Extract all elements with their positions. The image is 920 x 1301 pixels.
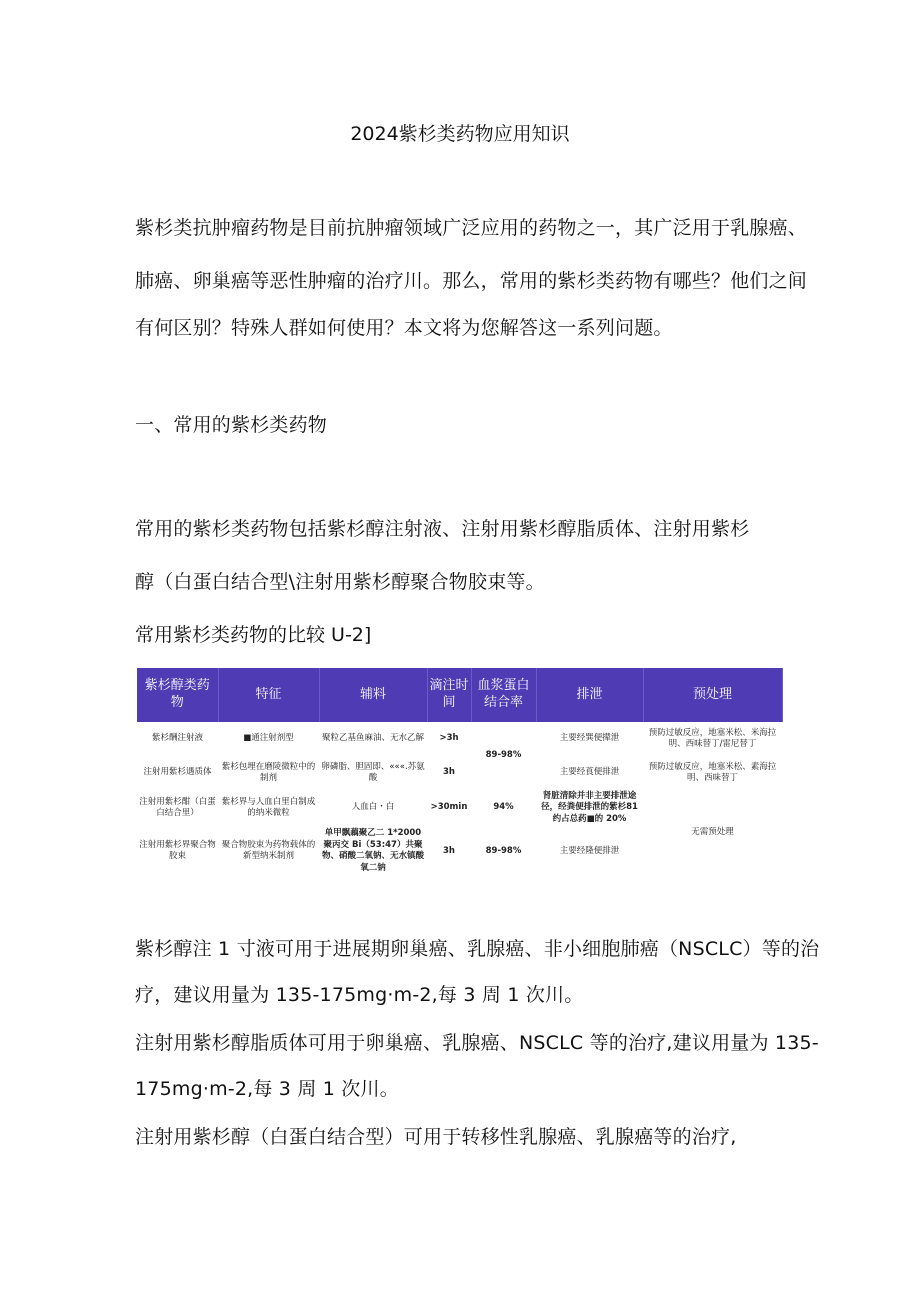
section-text-line-2: 醇（白蛋白结合型\注射用紫杉醇聚合物胶束等。 bbox=[135, 571, 545, 593]
cell-time: 3h bbox=[443, 845, 455, 856]
section-text-line-1: 常用的紫杉类药物包括紫杉醇注射液、注射用紫杉醇脂质体、注射用紫杉 bbox=[135, 518, 750, 540]
table-header-row bbox=[137, 668, 782, 722]
usage-line-2: 疗，建议用量为 135-175mg·m-2,每 3 周 1 次川。 bbox=[135, 984, 584, 1006]
header-feature: 特征 bbox=[218, 668, 319, 722]
cell-drug: 注射用紫杉酣（白蛋白结合里） bbox=[139, 796, 216, 819]
cell-excipient: 单甲飘藕聚乙二 1*2000 聚丙交 Bi（53:47）共聚物、硝酸二氧钠、无水镇酸氧二钠 bbox=[321, 828, 424, 873]
header-drug: 紫杉醇类药物 bbox=[137, 668, 218, 722]
cell-excretion: 主要经隆便排泄 bbox=[559, 845, 620, 856]
header-infusion-time: 滴注时间 bbox=[427, 668, 471, 722]
comparison-table bbox=[137, 668, 783, 876]
cell-pretreatment: 无需预处理 bbox=[691, 827, 734, 838]
table-caption: 常用紫杉类药物的比较 U-2] bbox=[135, 624, 372, 646]
cell-excretion: 肾脏清除并非主要排泄途径，经粪便排泄的紫杉81 约占总药■的 20% bbox=[541, 791, 638, 824]
table-row bbox=[137, 756, 782, 790]
cell-feature: 紫杉包埋在磨陵微粒中的制剂 bbox=[221, 761, 316, 783]
header-pretreatment: 预处理 bbox=[643, 668, 782, 722]
cell-excipient: 聚粒乙基鱼麻油、无水乙解 bbox=[321, 733, 424, 744]
usage-line-3: 注射用紫杉醇脂质体可用于卵巢癌、乳腺癌、NSCLC 等的治疗,建议用量为 135- bbox=[135, 1032, 819, 1054]
table-row bbox=[137, 790, 782, 826]
cell-excipient: 卵磷脂、胆固即、«««.苏氨酸 bbox=[321, 761, 425, 783]
intro-line-1: 紫杉类抗肿瘤药物是目前抗肿瘤领域广泛应用的药物之一，其广泛用于乳腺癌、 bbox=[135, 217, 808, 239]
cell-drug: 注射用紫杉遇质体 bbox=[143, 767, 212, 778]
section-heading-1: 一、常用的紫杉类药物 bbox=[135, 414, 328, 436]
usage-line-5: 注射用紫杉醇（白蛋白结合型）可用于转移性乳腺癌、乳腺癌等的治疗, bbox=[135, 1126, 737, 1148]
usage-line-4: 175mg·m-2,每 3 周 1 次川。 bbox=[135, 1078, 399, 1100]
table-row bbox=[137, 722, 782, 756]
cell-feature: 紫杉界与人血白里白制成的纳米微粒 bbox=[221, 796, 316, 819]
intro-line-2: 肺癌、卵巢癌等恶性肿瘤的治疗川。那么，常用的紫杉类药物有哪些？他们之间 bbox=[135, 270, 808, 292]
header-protein-binding: 血浆蛋白结合率 bbox=[471, 668, 536, 722]
cell-feature: ■通注射剂型 bbox=[243, 733, 294, 744]
intro-line-3: 有何区别？特殊人群如何使用？本文将为您解答这一系列问题。 bbox=[135, 317, 673, 339]
cell-time: >3h bbox=[439, 733, 459, 744]
cell-feature: 聚合物胶束为药物载体的新型纳米制剂 bbox=[221, 839, 316, 862]
cell-pretreatment: 预防过敏反应，地塞米松、素海拉明、西味替丁 bbox=[648, 761, 777, 783]
cell-drug: 注射用紫杉界聚合物胶束 bbox=[139, 839, 216, 862]
cell-excretion: 主要经巽便撵泄 bbox=[559, 733, 620, 744]
cell-binding: 94% bbox=[493, 802, 514, 813]
usage-line-1: 紫杉醇注 1 寸液可用于进展期卵巢癌、乳腺癌、非小细胞肺癌（NSCLC）等的治 bbox=[135, 938, 820, 960]
cell-time: >30min bbox=[430, 802, 468, 813]
cell-excipient: 人血白・白 bbox=[351, 802, 395, 813]
header-excretion: 排泄 bbox=[536, 668, 643, 722]
cell-time: 3h bbox=[443, 767, 455, 778]
header-excipient: 辅料 bbox=[319, 668, 427, 722]
cell-binding: 89-98% bbox=[485, 845, 522, 856]
cell-excretion: 主要经莨便排泄 bbox=[559, 767, 620, 778]
page-title: 2024紫杉类药物应用知识 bbox=[350, 123, 570, 145]
cell-pretreatment: 预防过敏反应，地塞米松、米海拉明、西味替丁/雷尼替丁 bbox=[648, 727, 777, 749]
cell-binding: 89-98% bbox=[485, 750, 522, 761]
cell-drug: 紫杉酬注射液 bbox=[151, 733, 203, 744]
